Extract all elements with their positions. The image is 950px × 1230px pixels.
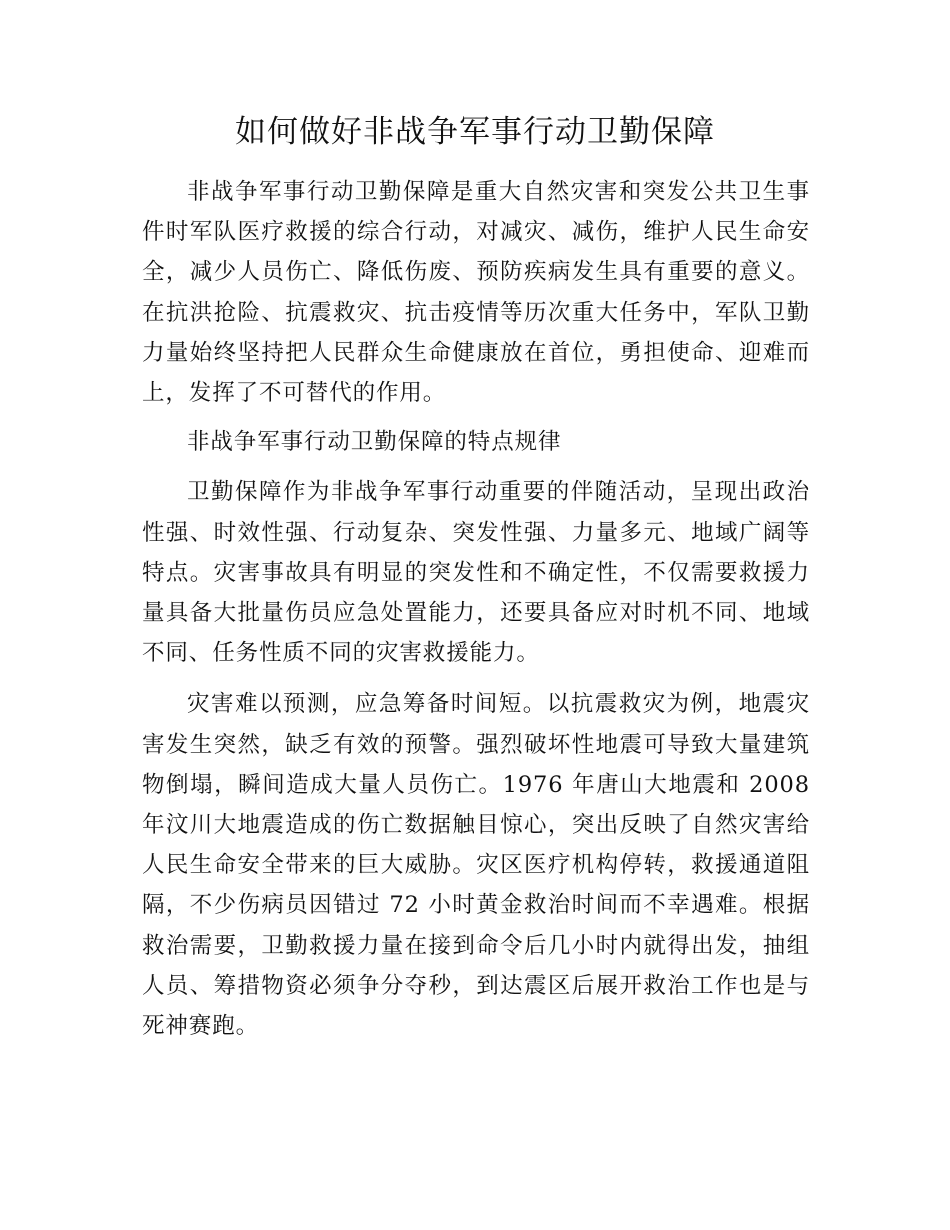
document-body — [142, 172, 810, 1046]
section-heading: 非战争军事行动卫勤保障的特点规律 — [187, 429, 562, 456]
paragraph-characteristics: 卫勤保障作为非战争军事行动重要的伴随活动，呈现出政治性强、时效性强、行动复杂、突发性强、力量多元、地域广阔等特点。灾害事故具有明显的突发性和不确定性，不仅需要救援力量具备大批量伤员应急处置能力，还要具备应对时机不同、地域不同、任务性质不同的灾害救援能力。 — [142, 479, 810, 667]
paragraph-intro: 非战争军事行动卫勤保障是重大自然灾害和突发公共卫生事件时军队医疗救援的综合行动，对减灾、减伤，维护人民生命安全，减少人员伤亡、降低伤废、预防疾病发生具有重要的意义。在抗洪抢险、抗震救灾、抗击疫情等历次重大任务中，军队卫勤力量始终坚持把人民群众生命健康放在首位，勇担使命、迎难而上，发挥了不可替代的作用。 — [142, 179, 810, 407]
document-title: 如何做好非战争军事行动卫勤保障 — [235, 114, 715, 150]
paragraph-disaster-prediction: 灾害难以预测，应急筹备时间短。以抗震救灾为例，地震灾害发生突然，缺乏有效的预警。强烈破坏性地震可导致大量建筑物倒塌，瞬间造成大量人员伤亡。1976 年唐山大地震和 2008 年汶川大地震造成的伤亡数据触目惊心，突出反映了自然灾害给人民生命安全带来的巨大威胁。灾区医疗机构停转，救援通道阻隔，不少伤病员因错过 72 小时黄金救治时间而不幸遇难。根据救治需要，卫勤救援力量在接到命令后几小时内就得出发，抽组人员、筹措物资必须争分夺秒，到达震区后展开救治工作也是与死神赛跑。 — [142, 691, 810, 1040]
